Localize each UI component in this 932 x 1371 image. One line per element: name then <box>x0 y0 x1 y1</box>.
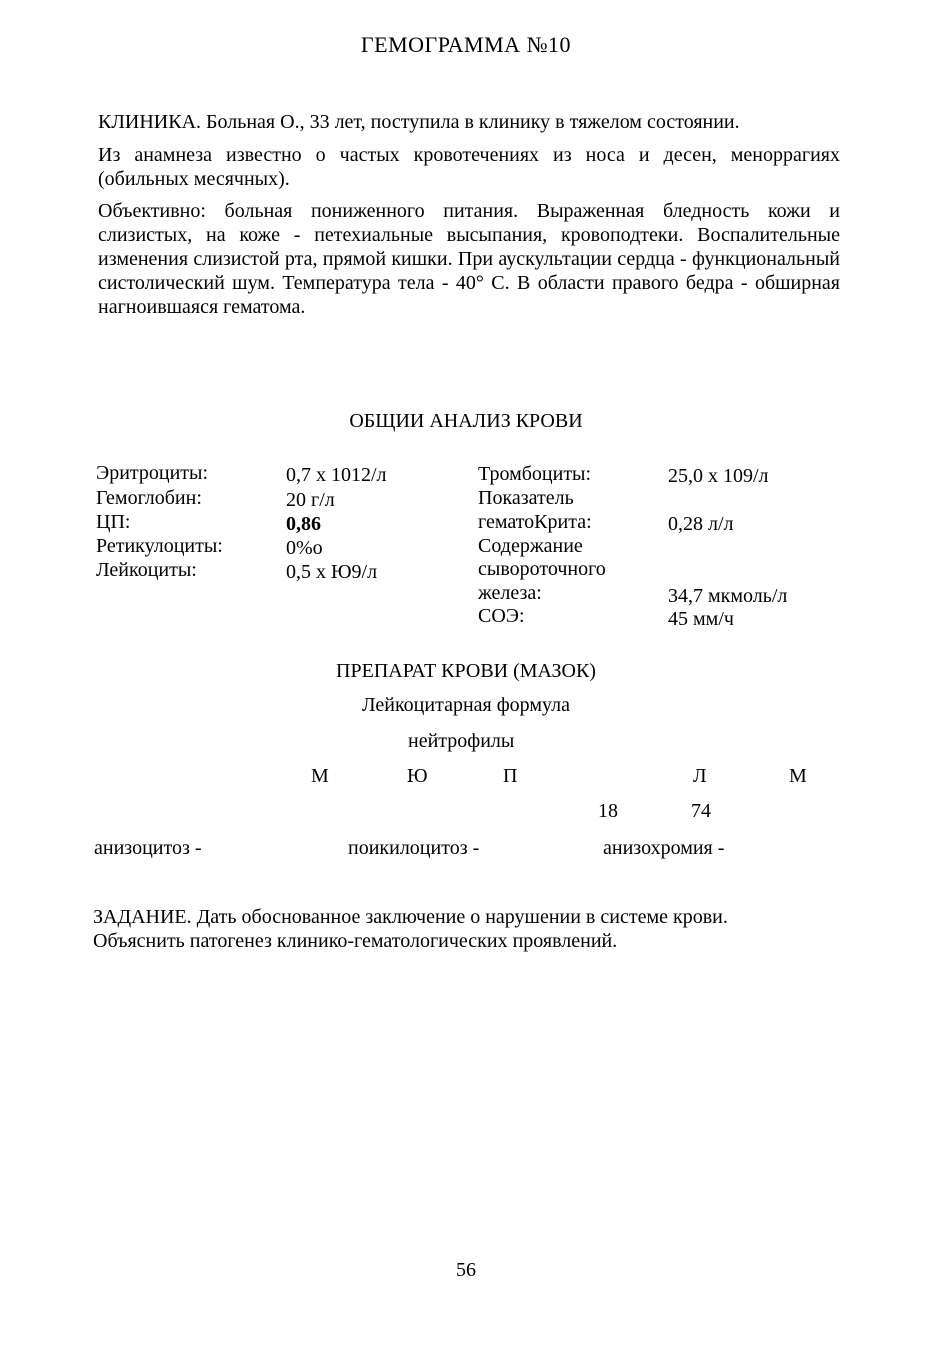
esr-label: СОЭ: <box>478 605 525 627</box>
hematocrit-label-line1: Показатель <box>478 487 574 509</box>
column-lymphocytes: Л <box>693 765 707 787</box>
page-number: 56 <box>456 1259 476 1281</box>
hemoglobin-value: 20 г/л <box>286 489 335 511</box>
platelets-label: Тромбоциты: <box>478 463 592 485</box>
task-line-1: ЗАДАНИЕ. Дать обоснованное заключение о нарушении в системе крови. <box>93 906 728 928</box>
neutrophils-heading: нейтрофилы <box>408 730 515 752</box>
hemoglobin-label: Гемоглобин: <box>96 487 202 509</box>
serum-iron-label-line3: железа: <box>478 582 542 604</box>
platelets-value: 25,0 x 109/л <box>668 465 769 487</box>
poikilocytosis-label: поикилоцитоз - <box>348 837 480 859</box>
task-line-2: Объяснить патогенез клинико-гематологических проявлений. <box>93 930 618 952</box>
serum-iron-label-line2: сывороточного <box>478 558 606 580</box>
smear-heading: ПРЕПАРАТ КРОВИ (МАЗОК) <box>336 660 596 682</box>
lymphocytes-value: 74 <box>691 800 711 822</box>
anamnesis-paragraph: Из анамнеза известно о частых кровотечениях из носа и десен, меноррагиях (обильных месячных). <box>98 144 840 190</box>
serum-iron-value: 34,7 мкмоль/л <box>668 585 788 607</box>
analysis-heading: ОБЩИИ АНАЛИЗ КРОВИ <box>349 410 583 432</box>
column-metamyelocytes: М <box>311 765 329 787</box>
erythrocytes-label: Эритроциты: <box>96 462 209 484</box>
objective-paragraph: Объективно: больная пониженного питания. Выраженная бледность кожи и слизистых, на коже - петехиальные высыпания, кровоподтеки. Воспалительные изменения слизистой рта, прямой кишки. При аускультации сердца - функциональный систолический шум. Температура тела - 40° С. В области правого бедра - обширная нагноившаяся гематома. <box>98 200 840 318</box>
anisochromia-label: анизохромия - <box>603 837 725 859</box>
task-block <box>93 905 853 953</box>
anisocytosis-label: анизоцитоз - <box>94 837 202 859</box>
color-index-value: 0,86 <box>286 513 321 535</box>
segmented-value: 18 <box>598 800 618 822</box>
esr-value: 45 мм/ч <box>668 608 734 630</box>
leukocytes-label: Лейкоциты: <box>96 559 197 581</box>
clinic-paragraph: КЛИНИКА. Больная О., 33 лет, поступила в клинику в тяжелом состоянии. <box>98 111 740 133</box>
hematocrit-value: 0,28 л/л <box>668 513 734 535</box>
column-monocytes: М <box>789 765 807 787</box>
reticulocytes-value: 0%o <box>286 537 323 559</box>
erythrocytes-value: 0,7 x 1012/л <box>286 464 387 486</box>
page-title: ГЕМОГРАММА №10 <box>360 32 572 57</box>
hematocrit-label-line2: гематоКрита: <box>478 511 592 533</box>
color-index-label: ЦП: <box>96 511 131 533</box>
column-band: П <box>503 765 518 787</box>
leukocyte-formula-heading: Лейкоцитарная формула <box>361 694 571 716</box>
reticulocytes-label: Ретикулоциты: <box>96 535 223 557</box>
serum-iron-label-line1: Содержание <box>478 535 583 557</box>
leukocytes-value: 0,5 x Ю9/л <box>286 561 378 583</box>
column-juvenile: Ю <box>407 765 428 787</box>
